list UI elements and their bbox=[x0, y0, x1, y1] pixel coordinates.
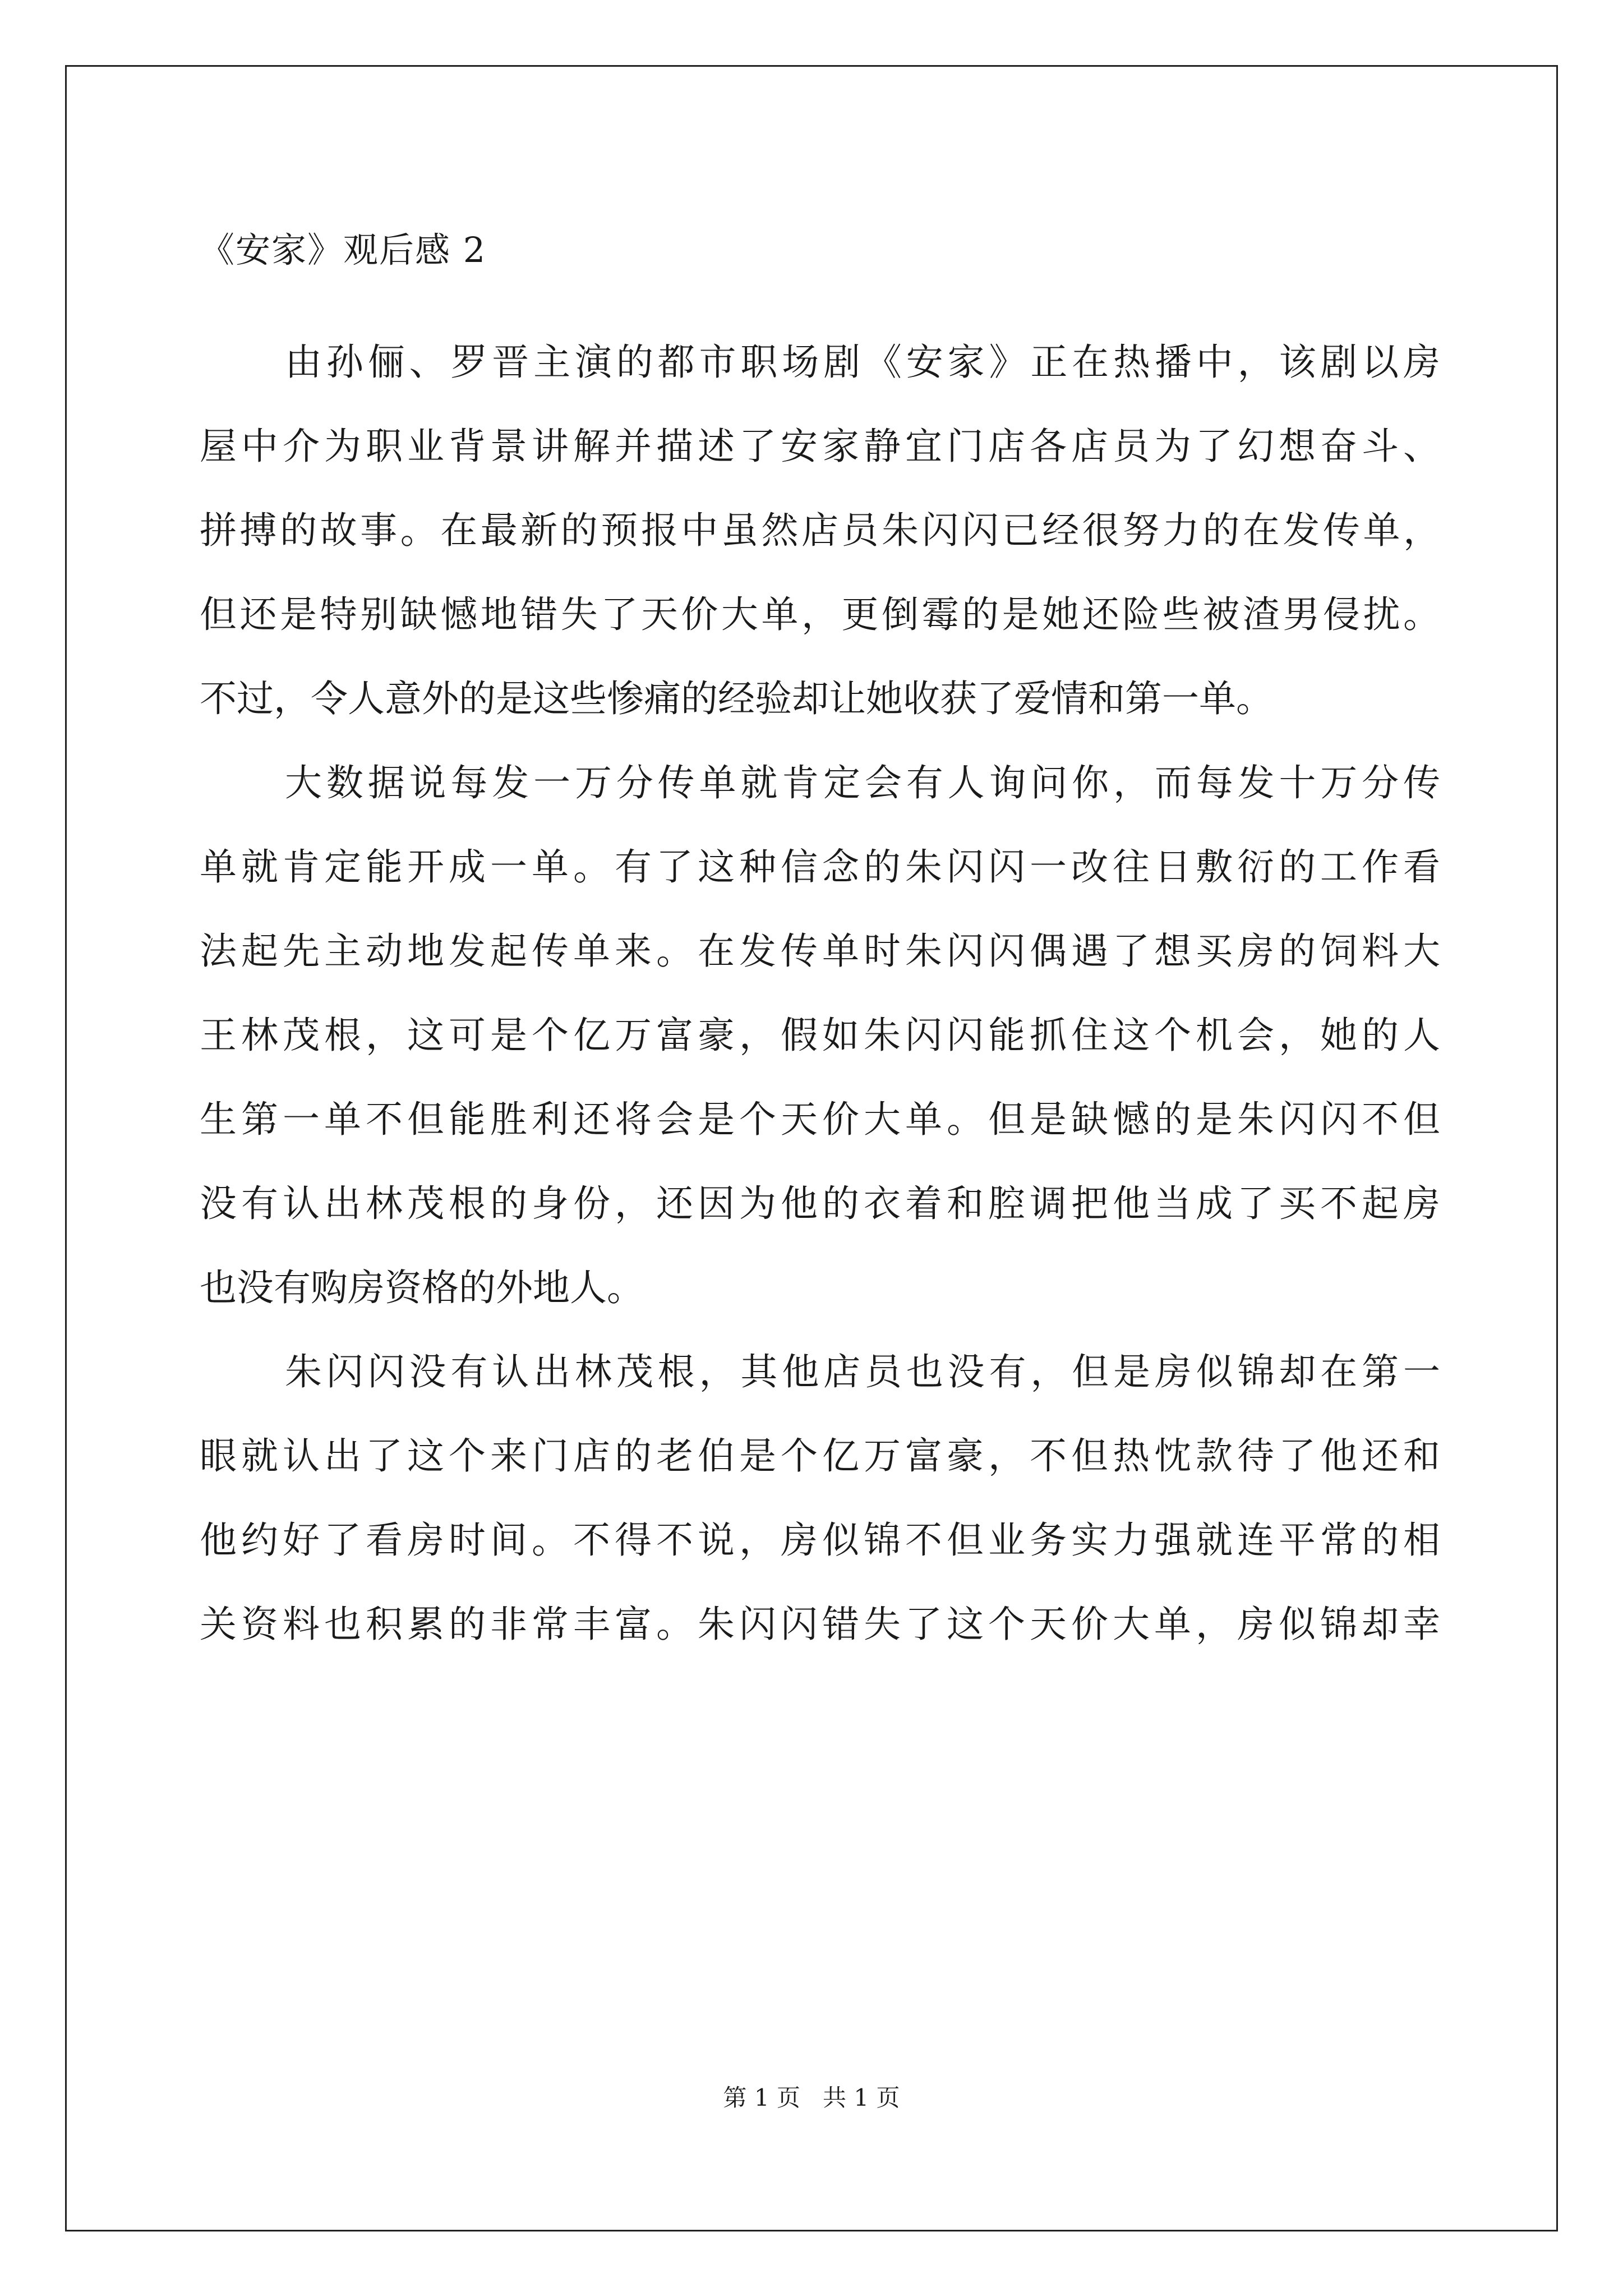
paragraph-2-line-2: 单就肯定能开成一单。有了这种信念的朱闪闪一改往日敷衍的工作看 bbox=[200, 845, 1440, 889]
paragraph-3-line-4: 关资料也积累的非常丰富。朱闪闪错失了这个天价大单，房似锦却幸 bbox=[200, 1603, 1440, 1646]
paragraph-1-line-5: 不过，令人意外的是这些惨痛的经验却让她收获了爱情和第一单。 bbox=[200, 677, 1273, 720]
paragraph-3-line-2: 眼就认出了这个来门店的老伯是个亿万富豪，不但热忱款待了他还和 bbox=[200, 1434, 1440, 1478]
paragraph-1-line-2: 屋中介为职业背景讲解并描述了安家静宜门店各店员为了幻想奋斗、 bbox=[200, 425, 1440, 468]
paragraph-3-line-1: 朱闪闪没有认出林茂根，其他店员也没有，但是房似锦却在第一 bbox=[285, 1350, 1440, 1393]
paragraph-2-line-4: 王林茂根，这可是个亿万富豪，假如朱闪闪能抓住这个机会，她的人 bbox=[200, 1014, 1440, 1057]
paragraph-1-line-4: 但还是特别缺憾地错失了天价大单，更倒霉的是她还险些被渣男侵扰。 bbox=[200, 593, 1440, 636]
paragraph-2-line-1: 大数据说每发一万分传单就肯定会有人询问你，而每发十万分传 bbox=[285, 761, 1440, 804]
paragraph-2-line-5: 生第一单不但能胜利还将会是个天价大单。但是缺憾的是朱闪闪不但 bbox=[200, 1098, 1440, 1141]
page-footer: 第 1 页 共 1 页 bbox=[723, 2084, 900, 2111]
paragraph-2-line-7: 也没有购房资格的外地人。 bbox=[200, 1266, 644, 1309]
paragraph-1-line-3: 拼搏的故事。在最新的预报中虽然店员朱闪闪已经很努力的在发传单， bbox=[200, 509, 1440, 552]
paragraph-2-line-3: 法起先主动地发起传单来。在发传单时朱闪闪偶遇了想买房的饲料大 bbox=[200, 930, 1440, 973]
paragraph-2-line-6: 没有认出林茂根的身份，还因为他的衣着和腔调把他当成了买不起房 bbox=[200, 1182, 1440, 1225]
paragraph-1-line-1: 由孙俪、罗晋主演的都市职场剧《安家》正在热播中，该剧以房 bbox=[285, 341, 1440, 384]
document-title: 《安家》观后感 2 bbox=[200, 229, 487, 270]
paragraph-3-line-3: 他约好了看房时间。不得不说，房似锦不但业务实力强就连平常的相 bbox=[200, 1519, 1440, 1562]
